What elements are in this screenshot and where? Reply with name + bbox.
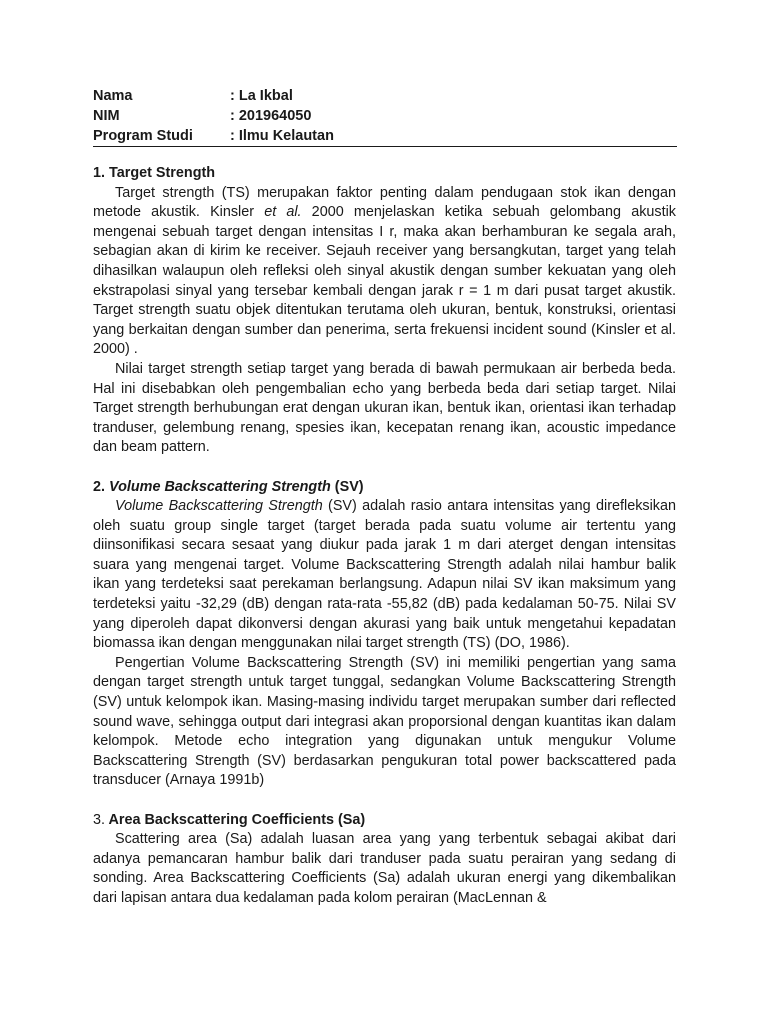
spacer (93, 791, 676, 811)
section-3-title (93, 811, 676, 831)
s2-title-num: 2. (93, 478, 106, 495)
s1-p1-italic: et al. (264, 204, 302, 221)
nim-value: : 201964050 (230, 108, 312, 124)
name-label: Nama (93, 88, 133, 104)
prodi-value: : Ilmu Kelautan (230, 128, 334, 144)
s1-p1-text-a: Target strength (TS) merupakan faktor penting dalam pendugaan stok ikan dengan metode akustik. Kinsler (93, 184, 676, 221)
s2-p1-italic: Volume Backscattering Strength (115, 498, 323, 515)
nim-label: NIM (93, 108, 120, 124)
s3-title-text: Area Backscattering Coefficients (Sa) (108, 811, 366, 828)
s2-title-italic: Volume Backscattering Strength (109, 478, 331, 495)
section-2-paragraph-1 (93, 497, 676, 654)
s3-title-num: 3. (93, 811, 106, 828)
document-body (93, 164, 676, 909)
section-1-paragraph-2: Nilai target strength setiap target yang berada di bawah permukaan air berbeda beda. Hal ini disebabkan oleh pengembalian echo yang berbeda beda dari setiap target. Nilai Target strength berhubungan erat dengan ukuran ikan, bentuk ikan, orientasi ikan terhadap tranduser, gelembung renang, spesies ikan, kecepatan renang ikan, acoustic impedance dan beam pattern. (93, 360, 676, 456)
s2-p1-text: (SV) adalah rasio antara intensitas yang direfleksikan oleh suatu group single target (target berada pada suatu volume air tertentu yang diinsonifikasi secara sesaat yang diukur pada jarak 1 m dari aterget dengan intensitas suara yang mengenai target. Volume Backscattering Strength adalah nilai hambur balik ikan yang terdeteksi saat perekaman berlangsung. Adapun nilai SV ikan maksimum yang terdeteksi yaitu -32,29 (dB) dengan rata-rata -55,82 (dB) pada kedalaman 50-75. Nilai SV yang diperoleh dapat dikonversi dengan akurasi yang baik untuk mengetahui kepadatan biomassa ikan dengan menggunakan nilai target strength (TS) (DO, 1986). (93, 498, 676, 652)
spacer (93, 458, 676, 478)
section-1-paragraph-1 (93, 184, 676, 360)
section-2-title (93, 478, 676, 498)
name-value: : La Ikbal (230, 88, 293, 104)
header-divider (93, 146, 677, 147)
section-3-paragraph-1: Scattering area (Sa) adalah luasan area yang yang terbentuk sebagai akibat dari adanya pemancaran hambur balik dari tranduser pada suatu perairan yang sedang di sonding. Area Backscattering Coefficients (Sa) adalah ukuran energi yang dikembalikan dari lapisan antara dua kedalaman pada kolom perairan (MacLennan & (93, 831, 676, 906)
s1-p1-text-b: 2000 menjelaskan ketika sebuah gelombang akustik mengenai sebuah target dengan intensitas I r, maka akan berhamburan ke segala arah, sebagian akan di kirim ke receiver. Sejauh receiver yang bersangkutan, target yang telah dihasilkan walaupun oleh refleksi oleh sinyal akustik dengan sumber kekuatan yang oleh ekstrapolasi sinyal yang tersebar kembali dengan jarak r = 1 m dari pusat target akustik. Target strength suatu objek ditentukan terutama oleh ukuran, bentuk, konstruksi, orientasi yang berkaitan dengan sumber dan penerima, serta frekuensi incident sound (Kinsler et al. 2000) . (93, 204, 676, 358)
prodi-label: Program Studi (93, 128, 193, 144)
s2-title-suffix: (SV) (334, 478, 364, 495)
nim-row (93, 106, 676, 126)
prodi-row (93, 126, 676, 146)
section-1-title: 1. Target Strength (93, 165, 216, 181)
section-2-paragraph-2: Pengertian Volume Backscattering Strength (SV) ini memiliki pengertian yang sama dengan target strength untuk target tunggal, sedangkan Volume Backscattering Strength (SV) untuk kelompok ikan. Masing-masing individu target merupakan sumber dari reflected sound wave, sehingga output dari integrasi akan proporsional dengan kuantitas ikan dalam kelompok. Metode echo integration yang digunakan untuk mengukur Volume Backscattering Strength (SV) berdasarkan pengukuran total power backscattered pada transducer (Arnaya 1991b) (93, 654, 676, 789)
name-row (93, 86, 676, 106)
student-header (93, 86, 676, 146)
